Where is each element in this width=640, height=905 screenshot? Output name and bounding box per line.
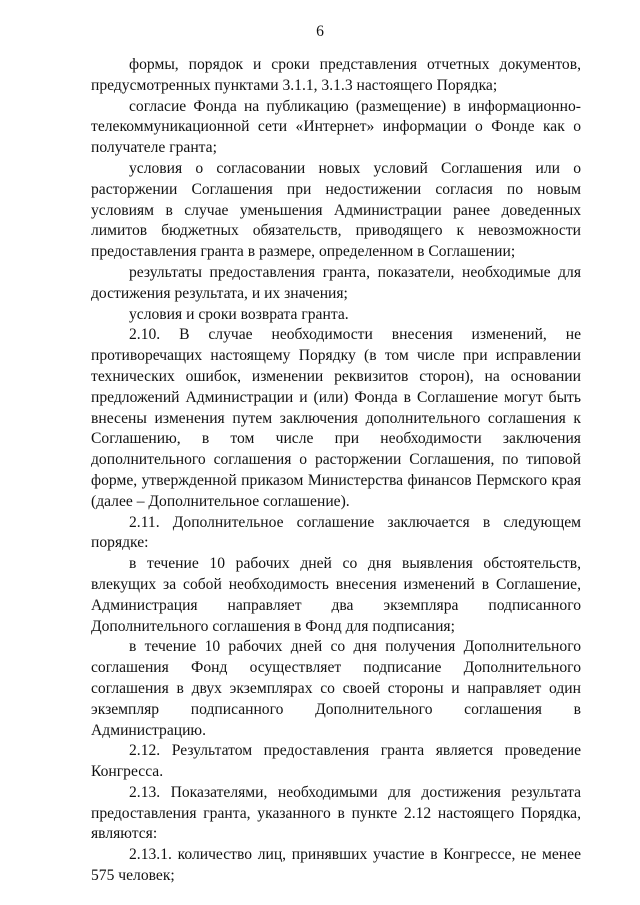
page-number: 6 [316, 23, 324, 40]
paragraph: формы, порядок и сроки представления отчетных документов, предусмотренных пунктами 3.1.1, 3.1.3 настоящего Порядка; [91, 56, 581, 94]
document-body [91, 55, 581, 887]
clause-2-10: 2.10. В случае необходимости внесения изменений, не противоречащих настоящему Порядку (в том числе при исправлении технических ошибок, изменении реквизитов сторон), на основании предложений Администрации и (или) Фонда в Соглашение могут быть внесены изменения путем заключения дополнительного соглашения к Соглашению, в том числе при необходимости заключения дополнительного соглашения о расторжении Соглашения, по типовой форме, утвержденной приказом Министерства финансов Пермского края (далее – Дополнительное соглашение). [91, 326, 581, 510]
clause-2-11: 2.11. Дополнительное соглашение заключается в следующем порядке: [91, 513, 581, 552]
paragraph: в течение 10 рабочих дней со дня получения Дополнительного соглашения Фонд осуществляет подписание Дополнительного соглашения в двух экземплярах со своей стороны и направляет один экземпляр подписанного Дополнительного соглашения в Администрацию. [91, 638, 581, 739]
paragraph: результаты предоставления гранта, показатели, необходимые для достижения результата, и их значения; [91, 263, 581, 302]
clause-2-12: 2.12. Результатом предоставления гранта является проведение Конгресса. [91, 742, 581, 781]
paragraph: условия о согласовании новых условий Соглашения или о расторжении Соглашения при недостижении согласия по новым условиям в случае уменьшения Администрации ранее доведенных лимитов бюджетных обязательств, приводящего к невозможности предоставления гранта в размере, определенном в Соглашении; [91, 159, 581, 261]
clause-2-13-1: 2.13.1. количество лиц, принявших участие в Конгрессе, не менее 575 человек; [91, 846, 581, 885]
paragraph: условия и сроки возврата гранта. [129, 305, 349, 323]
clause-2-13: 2.13. Показателями, необходимыми для достижения результата предоставления гранта, указанного в пункте 2.12 настоящего Порядка, являются: [91, 783, 581, 843]
paragraph: согласие Фонда на публикацию (размещение) в информационно-телекоммуникационной сети «Интернет» информации о Фонде как о получателе гранта; [91, 97, 581, 157]
paragraph: в течение 10 рабочих дней со дня выявления обстоятельств, влекущих за собой необходимость внесения изменений в Соглашение, Администрация направляет два экземпляра подписанного Дополнительного соглашения в Фонд для подписания; [91, 555, 581, 635]
